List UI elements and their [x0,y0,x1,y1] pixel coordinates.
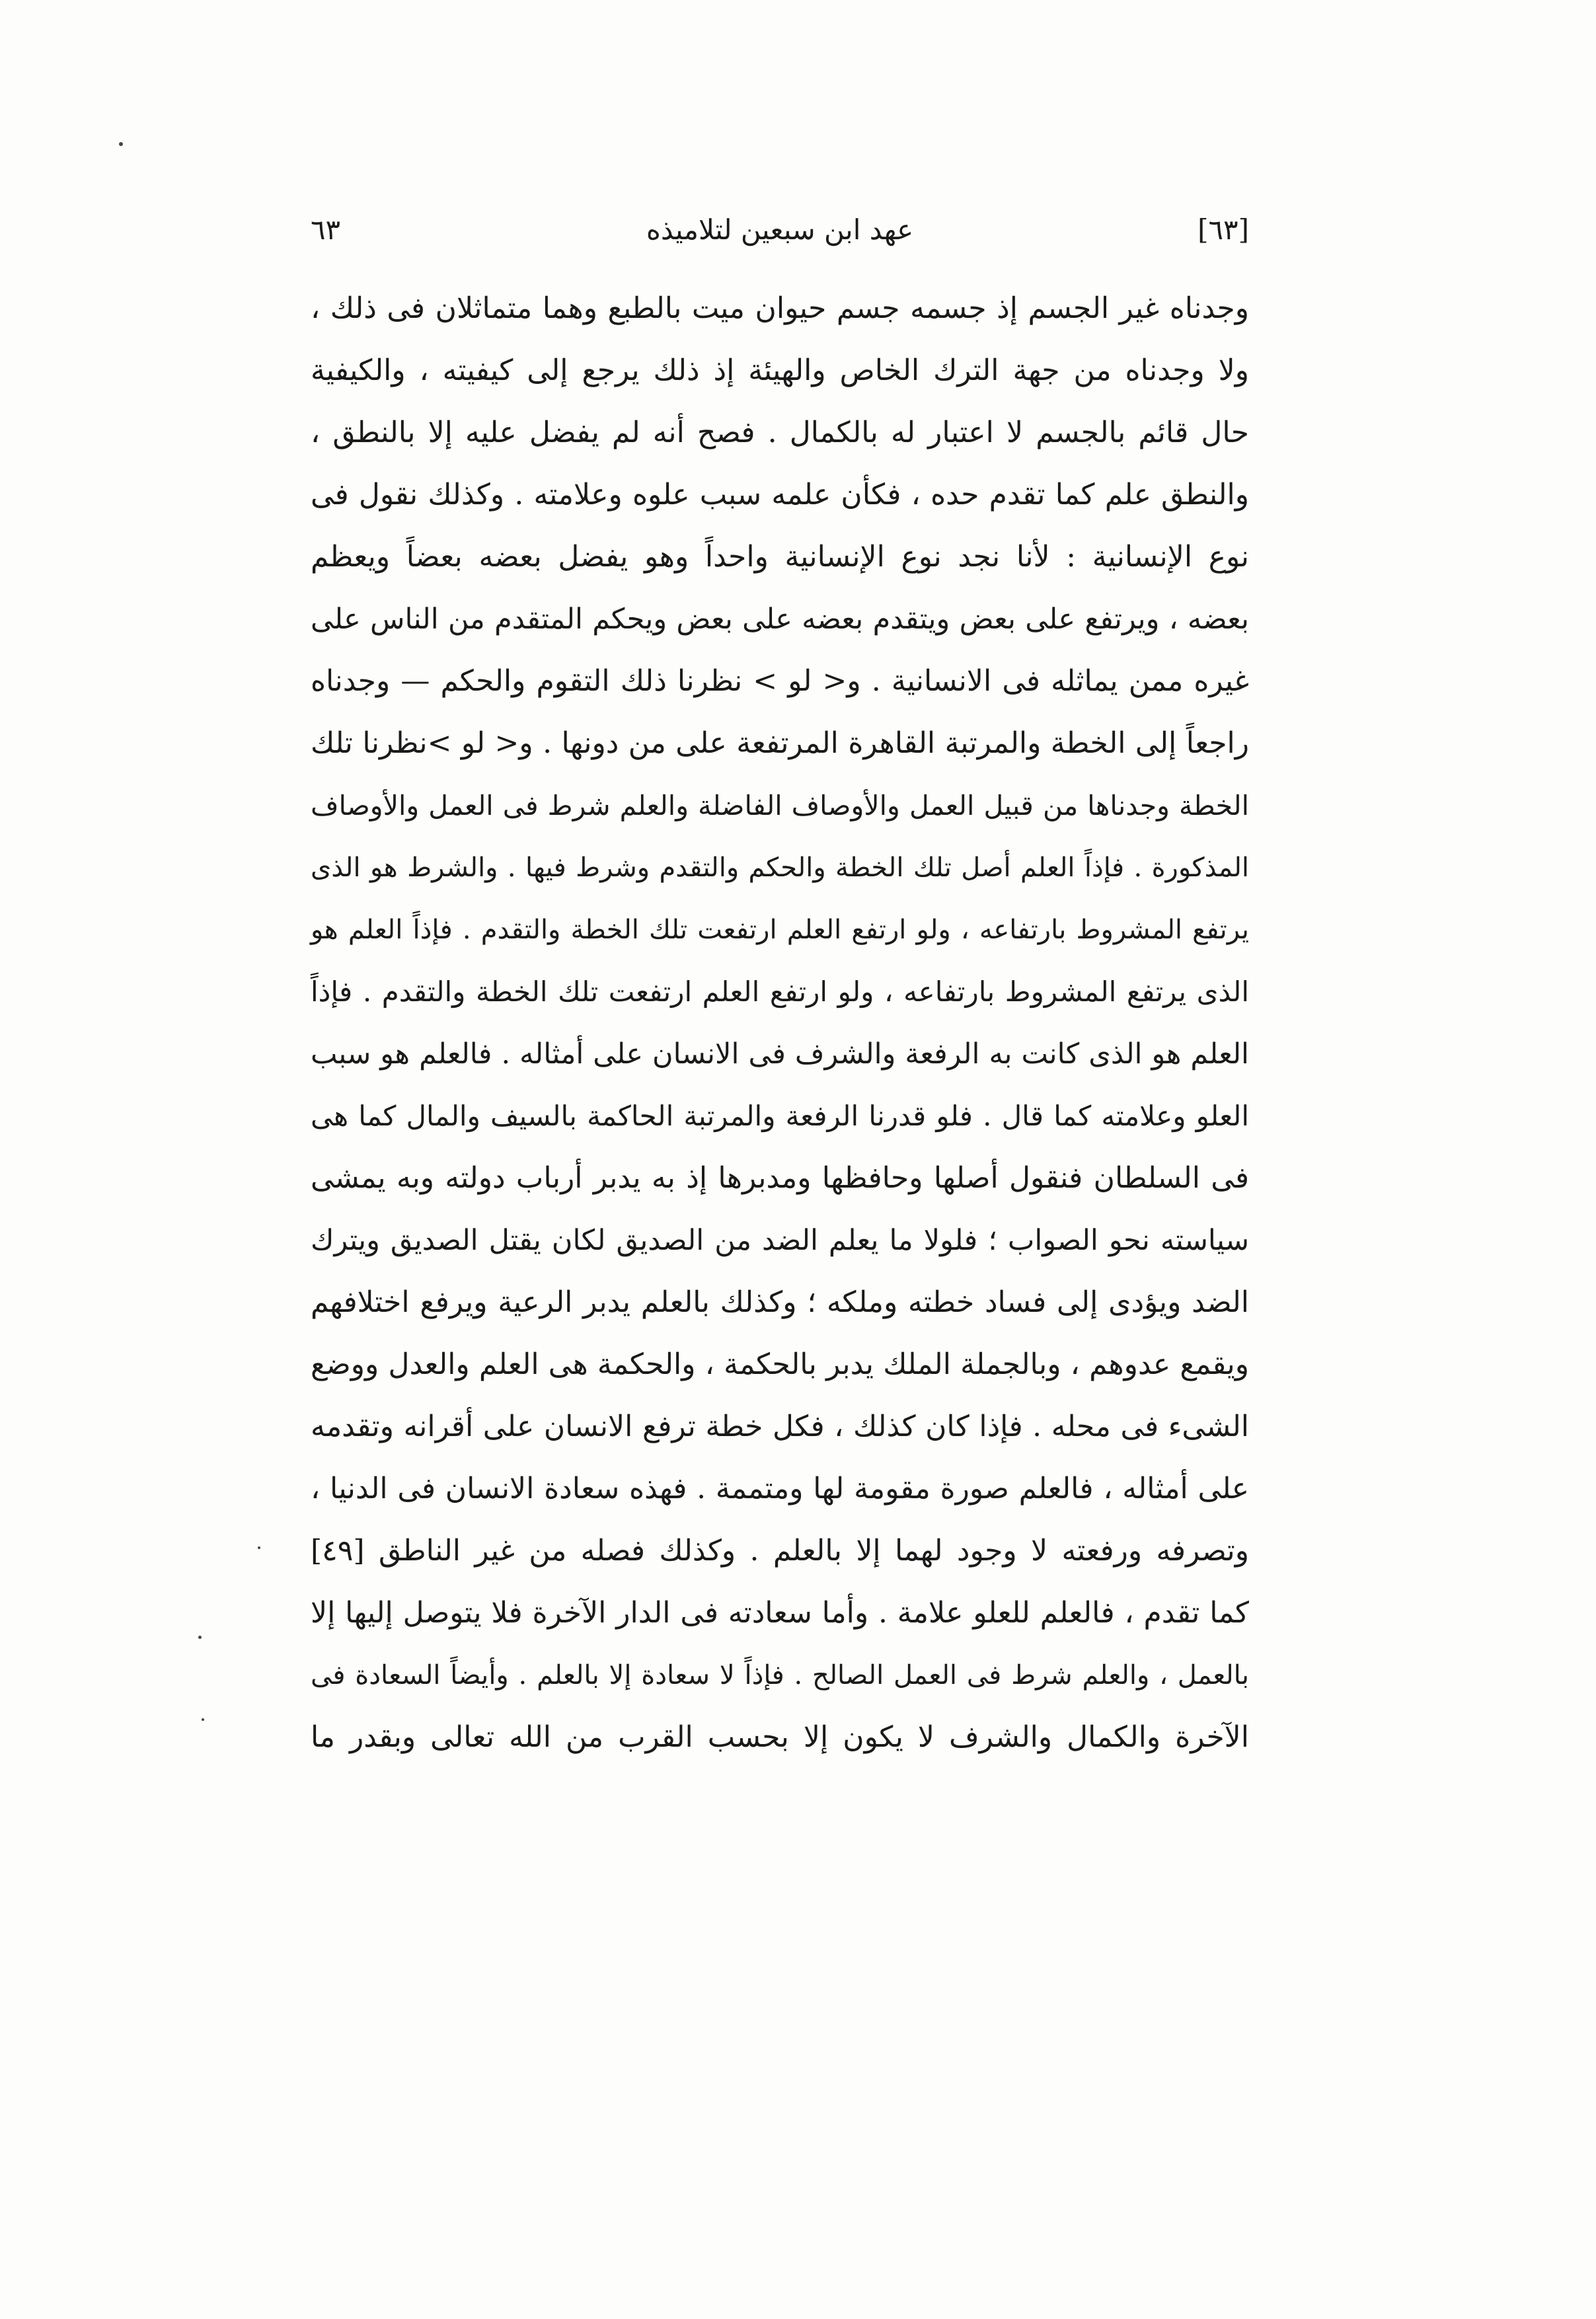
text-line: الآخرة والكمال والشرف لا يكون إلا بحسب القرب من الله تعالى وبقدر ما [311,1720,1249,1754]
text-line: العلم هو الذى كانت به الرفعة والشرف فى الانسان على أمثاله . فالعلم هو سبب [311,1038,1249,1071]
text-line: كما تقدم ، فالعلم للعلو علامة . وأما سعادته فى الدار الآخرة فلا يتوصل إليها إلا [311,1596,1250,1630]
text-line: الضد ويؤدى إلى فساد خطته وملكه ؛ وكذلك بالعلم يدبر الرعية ويرفع اختلافهم [311,1285,1249,1319]
scan-speck [202,1718,204,1721]
body-text [311,278,1250,1754]
text-line: العلو وعلامته كما قال . فلو قدرنا الرفعة والمرتبة الحاكمة بالسيف والمال كما هى [311,1100,1249,1132]
text-line: الخطة وجدناها من قبيل العمل والأوصاف الفاضلة والعلم شرط فى العمل والأوصاف [311,790,1249,821]
scan-speck [198,1636,202,1639]
text-line: الشىء فى محله . فإذا كان كذلك ، فكل خطة ترفع الانسان على أقرانه وتقدمه [311,1410,1249,1443]
text-line: نوع الإنسانية : لأنا نجد نوع الإنسانية واحداً وهو يفضل بعضه بعضاً ويعظم [311,540,1249,574]
scan-speck [258,1546,260,1549]
text-line: وجدناه غير الجسم إذ جسمه جسم حيوان ميت بالطبع وهما متماثلان فى ذلك ، [311,291,1249,325]
text-line: المذكورة . فإذاً العلم أصل تلك الخطة والحكم والتقدم وشرط فيها . والشرط هو الذى [311,853,1249,883]
header-bracketed-page-number: [٦٣] [1197,213,1249,246]
text-line: يرتفع المشروط بارتفاعه ، ولو ارتفع العلم ارتفعت تلك الخطة والتقدم . فإذاً العلم هو [311,915,1249,945]
text-line: ولا وجدناه من جهة الترك الخاص والهيئة إذ ذلك يرجع إلى كيفيته ، والكيفية [311,354,1249,387]
text-line: ويقمع عدوهم ، وبالجملة الملك يدبر بالحكمة ، والحكمة هى العلم والعدل ووضع [311,1348,1249,1381]
text-line: على أمثاله ، فالعلم صورة مقومة لها ومتممة . فهذه سعادة الانسان فى الدنيا ، [311,1472,1249,1505]
text-line: بعضه ، ويرتفع على بعض ويتقدم بعضه على بعض ويحكم المتقدم من الناس على [311,603,1249,636]
text-line: غيره ممن يماثله فى الانسانية . و< لو > نظرنا ذلك التقوم والحكم — وجدناه [311,664,1249,698]
text-line: وتصرفه ورفعته لا وجود لهما إلا بالعلم . وكذلك فصله من غير الناطق [٤٩] [311,1534,1249,1568]
text-line: راجعاً إلى الخطة والمرتبة القاهرة المرتفعة على من دونها . و< لو >نظرنا تلك [311,726,1249,760]
scan-speck [119,142,123,146]
header-page-number: ٦٣ [311,213,341,246]
text-line: حال قائم بالجسم لا اعتبار له بالكمال . فصح أنه لم يفضل عليه إلا بالنطق ، [311,416,1249,449]
text-line: سياسته نحو الصواب ؛ فلولا ما يعلم الضد من الصديق لكان يقتل الصديق ويترك [311,1224,1249,1257]
text-line: والنطق علم كما تقدم حده ، فكأن علمه سبب علوه وعلامته . وكذلك نقول فى [311,478,1249,512]
text-line: بالعمل ، والعلم شرط فى العمل الصالح . فإذاً لا سعادة إلا بالعلم . وأيضاً السعادة فى [311,1660,1249,1691]
header-title: عهد ابن سبعين لتلاميذه [646,213,914,246]
text-line: فى السلطان فنقول أصلها وحافظها ومدبرها إذ به يدبر أرباب دولته وبه يمشى [311,1161,1249,1195]
running-header [311,210,1249,256]
text-line: الذى يرتفع المشروط بارتفاعه ، ولو ارتفع العلم ارتفعت تلك الخطة والتقدم . فإذاً [311,975,1249,1008]
